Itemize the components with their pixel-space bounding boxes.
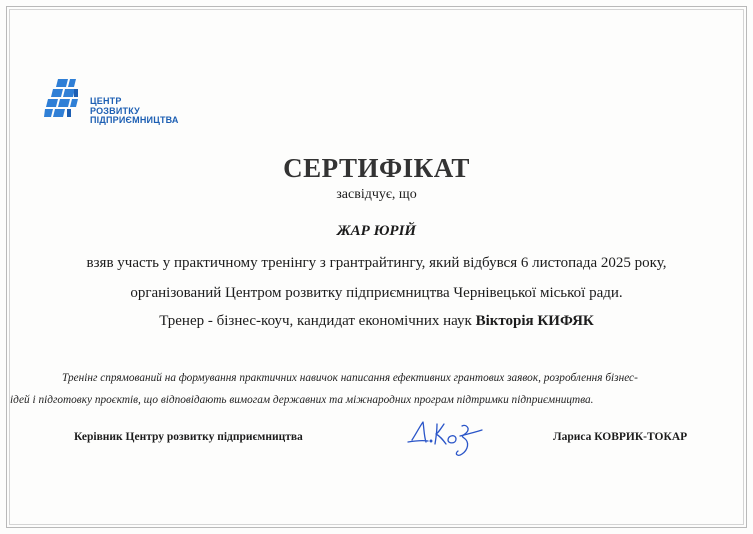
logo-text xyxy=(90,97,179,126)
description-line-1: Тренінг спрямований на формування практичних навичок написання ефективних грантових заявок, розроблення бізнес- xyxy=(62,372,638,384)
description-line-2: ідей і підготовку проєктів, що відповідають вимогам державних та міжнародних програм підтримки підприємництва. xyxy=(10,394,594,406)
trainer-name: Вікторія КИФЯК xyxy=(475,313,594,329)
trainer-prefix: Тренер - бізнес-коуч, кандидат економічних наук xyxy=(159,313,476,329)
signatory-name: Лариса КОВРИК-ТОКАР xyxy=(553,431,688,443)
handwritten-signature xyxy=(404,414,494,462)
recipient-name: ЖАР ЮРІЙ xyxy=(336,223,417,239)
certificate-title: СЕРТИФІКАТ xyxy=(283,153,470,183)
logo-mark-icon xyxy=(44,77,88,119)
organizer-text: організований Центром розвитку підприємництва Чернівецької міської ради. xyxy=(130,285,623,301)
trainer-line xyxy=(0,313,753,330)
participation-text: взяв участь у практичному тренінгу з грантрайтингу, який відбувся 6 листопада 2025 року, xyxy=(86,255,667,271)
logo-line-3: ПІДПРИЄМНИЦТВА xyxy=(90,115,179,125)
logo-line-1: ЦЕНТР xyxy=(90,96,122,106)
training-description xyxy=(10,367,742,411)
center-logo xyxy=(44,77,194,127)
logo-line-2: РОЗВИТКУ xyxy=(90,105,140,116)
signatory-position: Керівник Центру розвитку підприємництва xyxy=(74,431,303,443)
certificate-subtitle: засвідчує, що xyxy=(336,187,417,202)
